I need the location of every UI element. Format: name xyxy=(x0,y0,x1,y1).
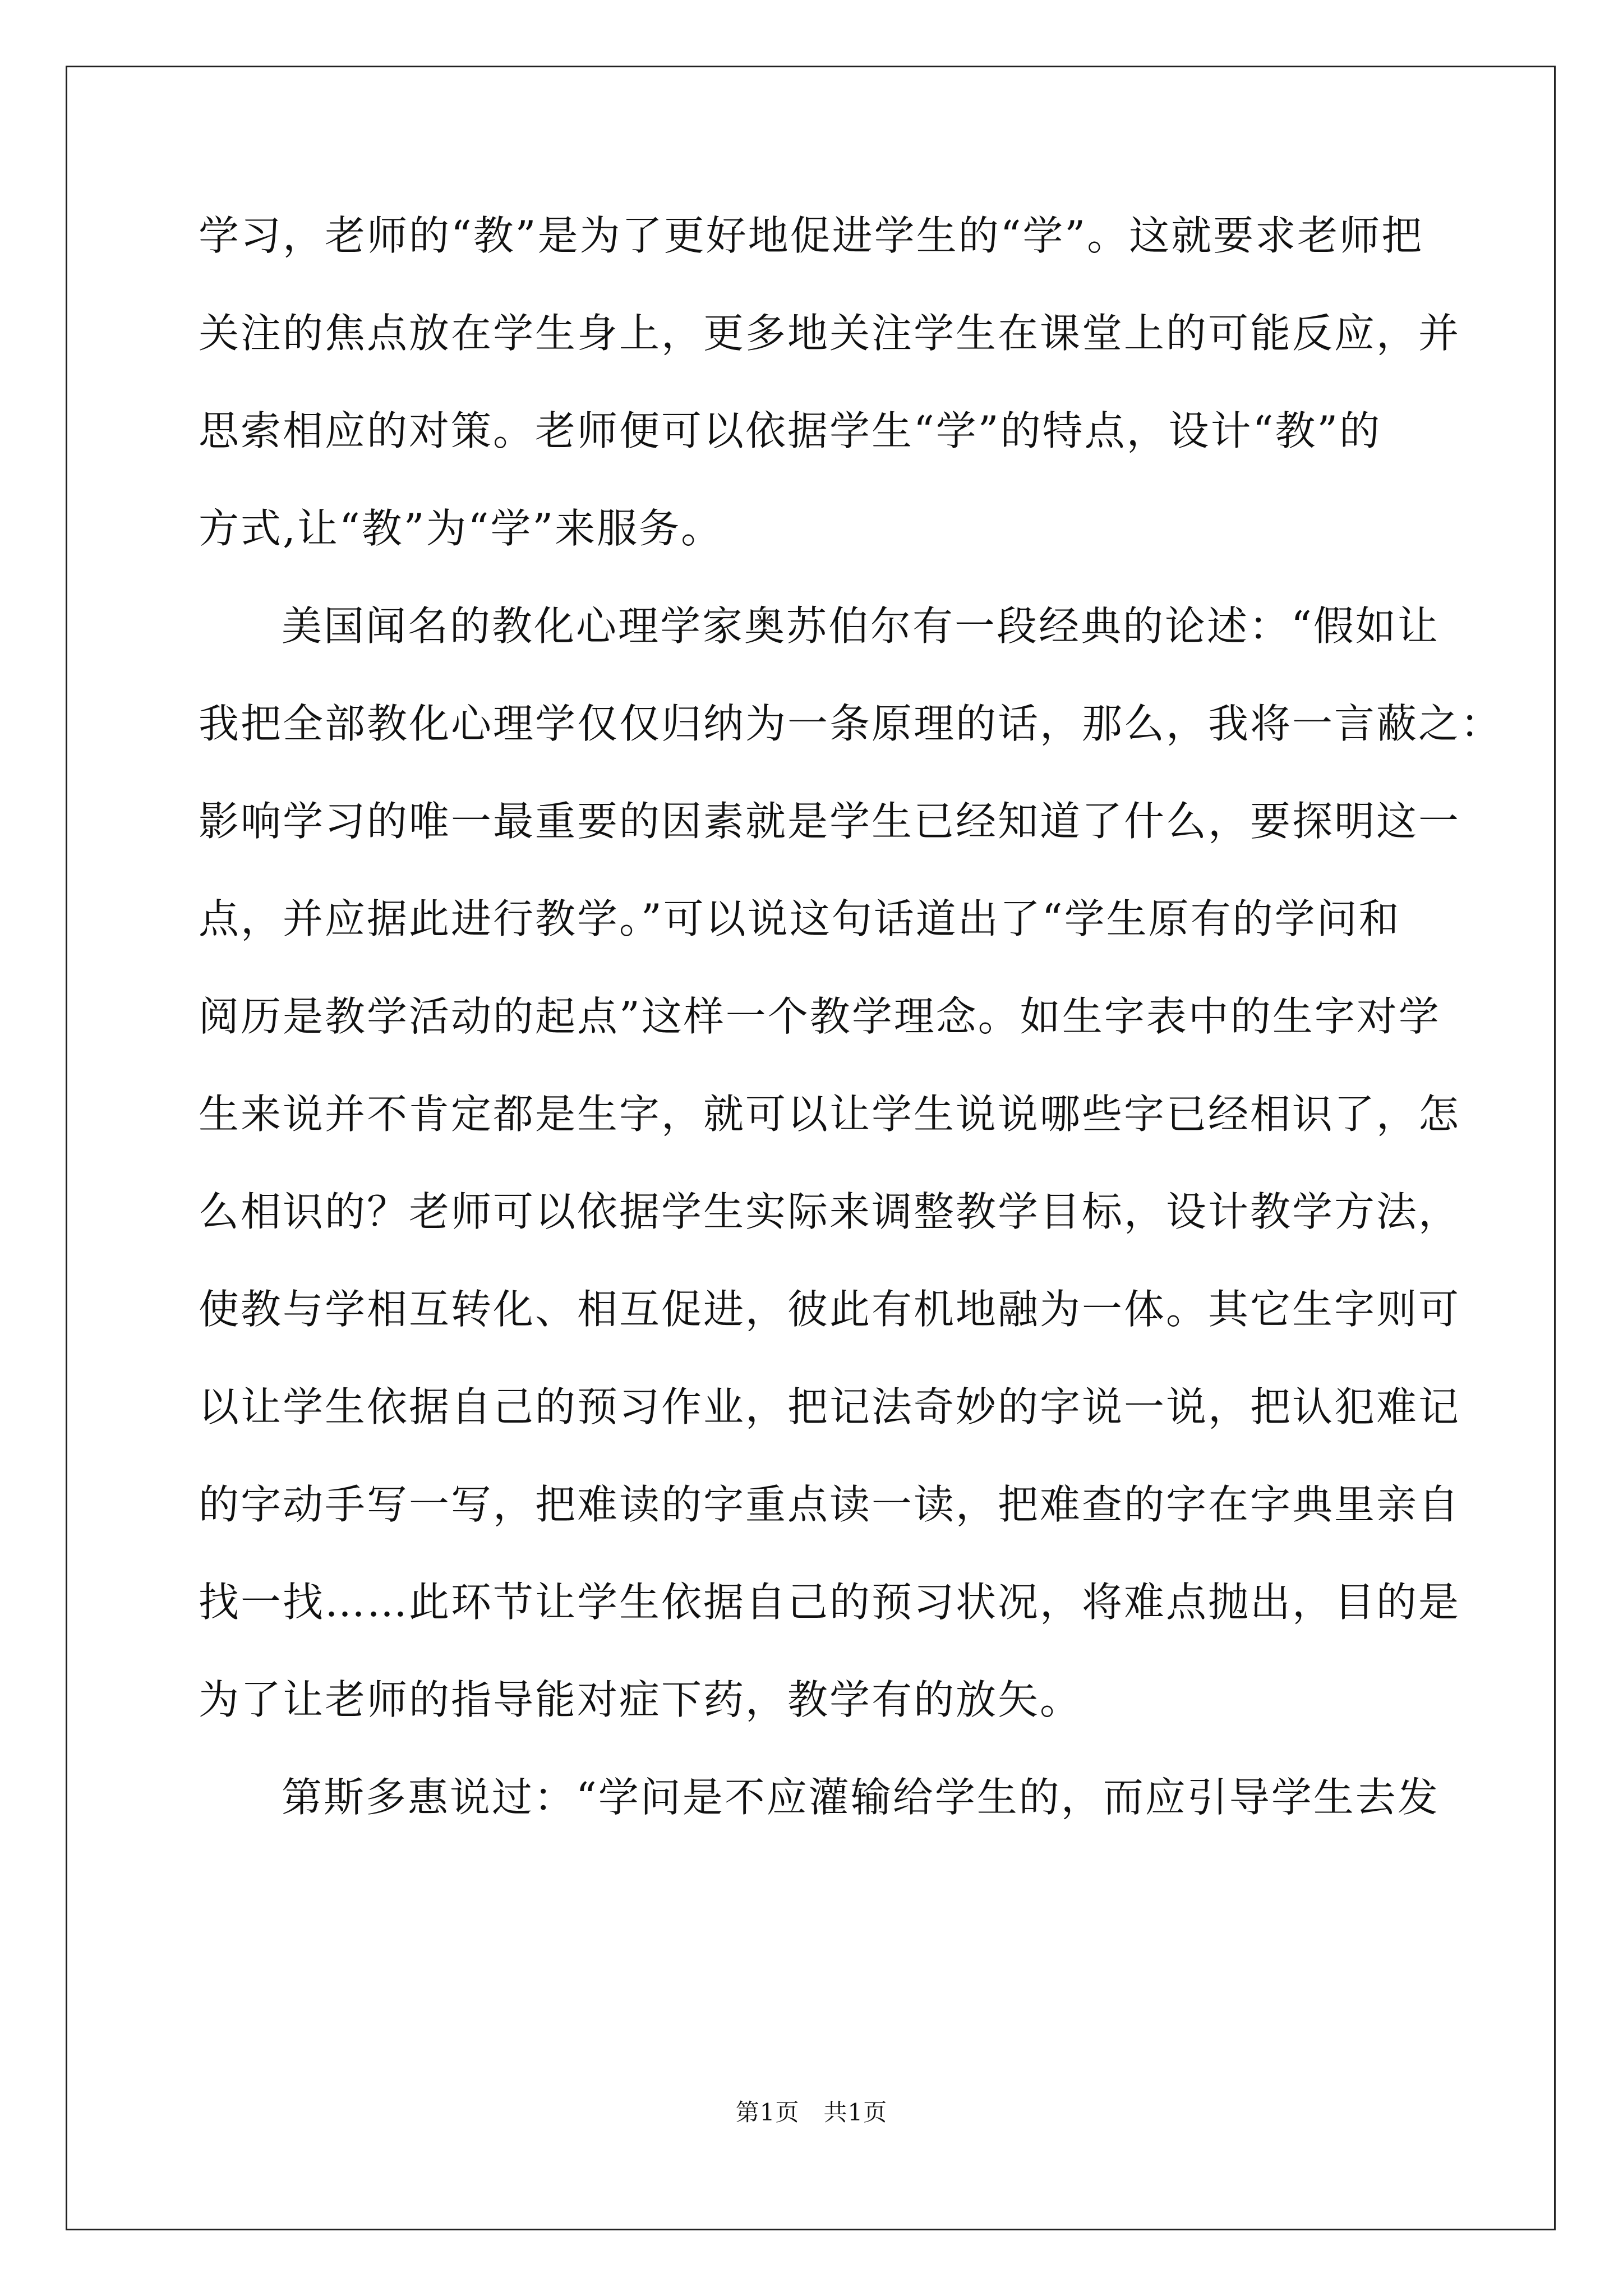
text-line: 点，并应据此进行教学。”可以说这句话道出了“学生原有的学问和 xyxy=(199,895,1401,942)
text-line: 使教与学相互转化、相互促进，彼此有机地融为一体。其它生字则可 xyxy=(199,1286,1461,1333)
text-line: 么相识的？老师可以依据学生实际来调整教学目标，设计教学方法， xyxy=(199,1188,1461,1235)
text-line: 我把全部教化心理学仅仅归纳为一条原理的话，那么，我将一言蔽之： xyxy=(199,700,1503,747)
text-line: 的字动手写一写，把难读的字重点读一读，把难查的字在字典里亲自 xyxy=(199,1481,1461,1528)
text-line: 为了让老师的指导能对症下药，教学有的放矢。 xyxy=(199,1676,1082,1723)
text-line: 以让学生依据自己的预习作业，把记法奇妙的字说一说，把认犯难记 xyxy=(199,1383,1461,1430)
text-line: 思索相应的对策。老师便可以依据学生“学”的特点，设计“教”的 xyxy=(199,407,1382,454)
text-line: 学习，老师的“教”是为了更好地促进学生的“学”。这就要求老师把 xyxy=(199,212,1424,259)
paragraph-start-line: 第斯多惠说过：“学问是不应灌输给学生的，而应引导学生去发 xyxy=(282,1774,1440,1821)
text-line: 阅历是教学活动的起点”这样一个教学理念。如生字表中的生字对学 xyxy=(199,993,1441,1040)
text-line: 方式,让“教”为“学”来服务。 xyxy=(199,505,723,552)
text-line: 影响学习的唯一最重要的因素就是学生已经知道了什么，要探明这一 xyxy=(199,798,1461,845)
text-line: 生来说并不肯定都是生字，就可以让学生说说哪些字已经相识了，怎 xyxy=(199,1091,1461,1138)
text-line: 找一找……此环节让学生依据自己的预习状况，将难点抛出，目的是 xyxy=(199,1579,1461,1626)
paragraph-start-line: 美国闻名的教化心理学家奥苏伯尔有一段经典的论述：“假如让 xyxy=(282,602,1440,650)
text-line: 关注的焦点放在学生身上，更多地关注学生在课堂上的可能反应，并 xyxy=(199,310,1461,357)
page-number-footer: 第1页 共1页 xyxy=(735,2099,888,2126)
page-border xyxy=(66,66,1556,2230)
